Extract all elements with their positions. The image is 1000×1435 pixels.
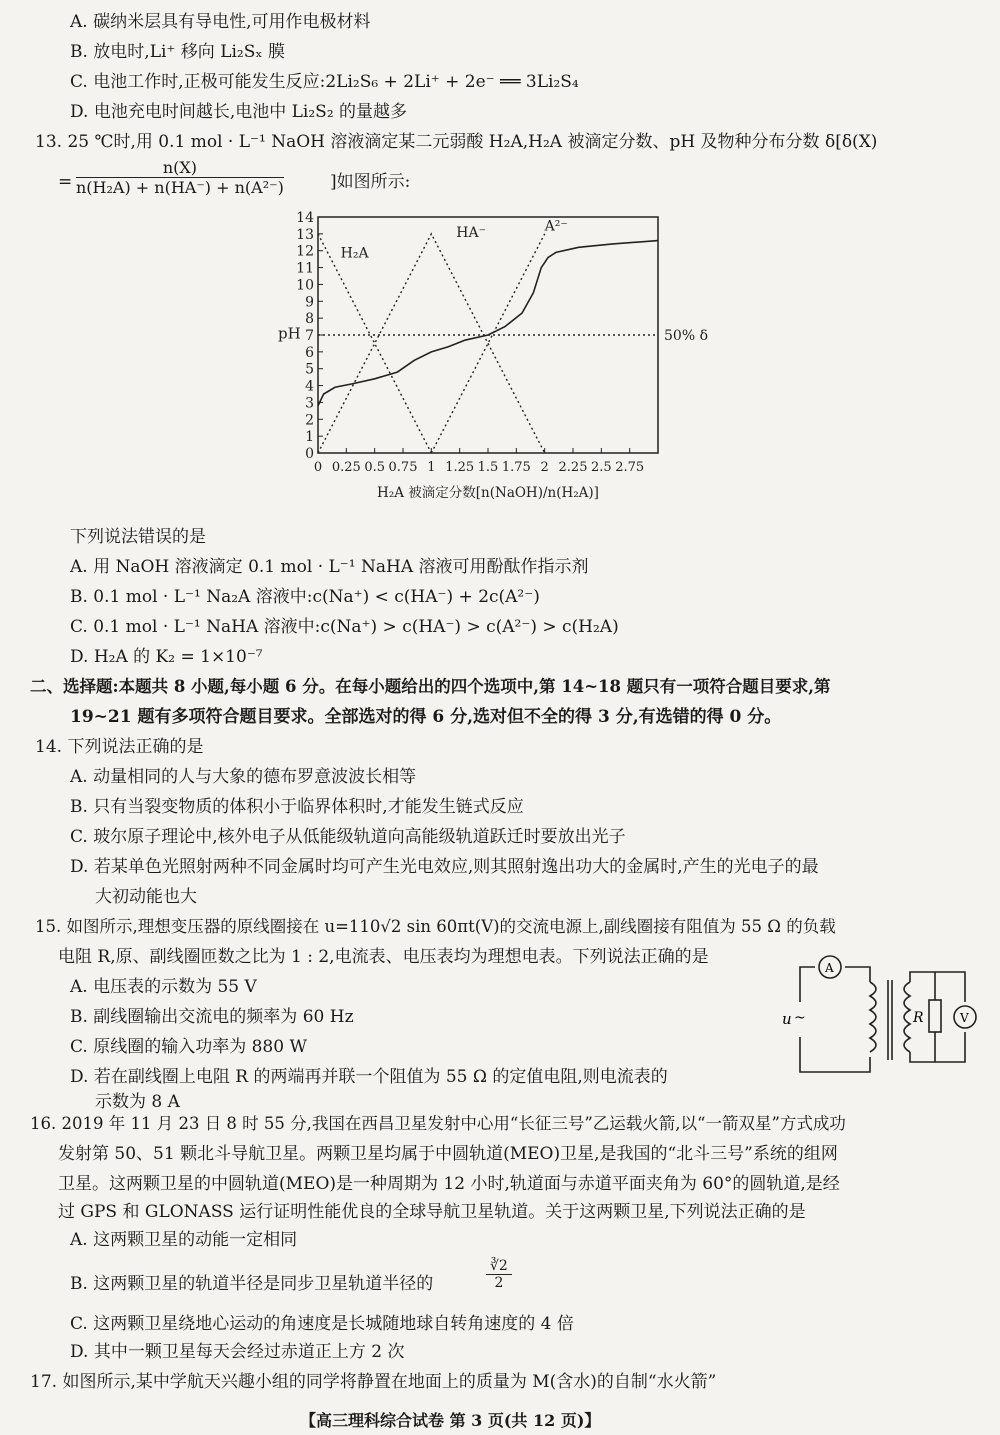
x-tick-label: 0.75 <box>388 460 418 475</box>
x-tick-label: 0.5 <box>364 460 386 475</box>
q13-option-b: B. 0.1 mol · L⁻¹ Na₂A 溶液中:c(Na⁺) < c(HA⁻) + 2c(A²⁻) <box>70 587 540 607</box>
distribution-curve <box>318 234 431 453</box>
q13-stem: 13. 25 ℃时,用 0.1 mol · L⁻¹ NaOH 溶液滴定某二元弱酸 H₂A,H₂A 被滴定分数、pH 及物种分布分数 δ[δ(X) <box>35 132 878 152</box>
secondary-top-wire <box>910 972 965 1002</box>
q15-option-b: B. 副线圈输出交流电的频率为 60 Hz <box>70 1007 354 1027</box>
section2-line1: 二、选择题:本题共 8 小题,每小题 6 分。在每小题给出的四个选项中,第 14~18 题只有一项符合题目要求,第 <box>30 677 831 696</box>
y-tick-label: 2 <box>305 412 314 429</box>
x-axis-label: H₂A 被滴定分数[n(NaOH)/n(H₂A)] <box>377 485 599 501</box>
q13-option-c: C. 0.1 mol · L⁻¹ NaHA 溶液中:c(Na⁺) > c(HA⁻) > c(A²⁻) > c(H₂A) <box>70 617 619 637</box>
series-label: HA⁻ <box>456 225 486 242</box>
q13-frac-suffix: ]如图所示: <box>330 172 411 192</box>
series-label: H₂A <box>340 245 369 262</box>
q16-stem-3: 卫星。这两颗卫星的中圆轨道(MEO)是一种周期为 12 小时,轨道面与赤道平面夹角为 60°的圆轨道,是经 <box>58 1174 840 1194</box>
q13-frac-numerator: n(X) <box>76 158 284 178</box>
primary-coil <box>870 982 876 1052</box>
q16-option-b-fraction <box>486 1258 512 1291</box>
q14-option-d-cont: 大初动能也大 <box>95 887 197 907</box>
q16-option-d: D. 其中一颗卫星每天会经过赤道正上方 2 次 <box>70 1342 405 1362</box>
y-tick-label: 4 <box>305 378 314 395</box>
q16-option-a: A. 这两颗卫星的动能一定相同 <box>70 1230 298 1250</box>
q12-option-d: D. 电池充电时间越长,电池中 Li₂S₂ 的量越多 <box>70 102 408 122</box>
q14-option-c: C. 玻尔原子理论中,核外电子从低能级轨道向高能级轨道跃迁时要放出光子 <box>70 827 626 847</box>
q16-stem-4: 过 GPS 和 GLONASS 运行证明性能优良的全球导航卫星轨道。关于这两颗卫星,下列说法正确的是 <box>58 1202 806 1222</box>
x-tick-label: 2 <box>540 460 549 475</box>
x-tick-label: 2.75 <box>615 460 645 475</box>
primary-top-wire-2 <box>845 967 870 982</box>
ac-source-icon: ~ <box>794 1010 806 1026</box>
q13-question: 下列说法错误的是 <box>70 527 206 547</box>
q14-option-b: B. 只有当裂变物质的体积小于临界体积时,才能发生链式反应 <box>70 797 524 817</box>
y-axis-label: pH <box>278 324 301 343</box>
y-tick-label: 6 <box>305 344 314 361</box>
y-tick-label: 1 <box>305 429 314 446</box>
q16-frac-denominator: 2 <box>494 1275 504 1291</box>
q16-option-c: C. 这两颗卫星绕地心运动的角速度是长城随地球自转角速度的 4 倍 <box>70 1314 574 1334</box>
secondary-coil <box>904 982 910 1052</box>
series-label: A²⁻ <box>544 218 568 235</box>
y-tick-label: 12 <box>296 243 314 260</box>
q15-option-d-cont: 示数为 8 A <box>95 1092 180 1112</box>
y-tick-label: 14 <box>296 210 314 226</box>
chart-annotation: 50% δ <box>664 328 708 344</box>
q15-option-a: A. 电压表的示数为 55 V <box>70 977 257 997</box>
q13-frac-denominator: n(H₂A) + n(HA⁻) + n(A²⁻) <box>76 178 284 197</box>
titration-chart <box>270 205 708 525</box>
source-label: u <box>782 1010 792 1028</box>
q12-option-a: A. 碳纳米层具有导电性,可用作电极材料 <box>70 12 371 32</box>
x-tick-label: 1.25 <box>445 460 475 475</box>
y-tick-label: 8 <box>305 311 314 328</box>
y-tick-label: 0 <box>305 446 314 462</box>
q16-option-b: B. 这两颗卫星的轨道半径是同步卫星轨道半径的 <box>70 1274 434 1294</box>
x-tick-label: 0 <box>313 460 323 475</box>
primary-top-wire <box>800 967 815 972</box>
distribution-curve <box>318 234 545 453</box>
q14-option-a: A. 动量相同的人与大象的德布罗意波波长相等 <box>70 767 417 787</box>
q13-option-a: A. 用 NaOH 溶液滴定 0.1 mol · L⁻¹ NaHA 溶液可用酚酞作指示剂 <box>70 557 589 577</box>
titration-chart-svg <box>270 205 708 525</box>
resistor-label: R <box>913 1010 924 1026</box>
x-tick-label: 2.5 <box>590 460 612 475</box>
section2-line2: 19~21 题有多项符合题目要求。全部选对的得 6 分,选对但不全的得 3 分,有选错的得 0 分。 <box>70 707 782 727</box>
transformer-circuit-diagram <box>780 962 980 1077</box>
q13-frac-prefix: = <box>58 172 73 192</box>
q14-option-d: D. 若某单色光照射两种不同金属时均可产生光电效应,则其照射逸出功大的金属时,产生的光电子的最 <box>70 857 819 877</box>
q12-option-c: C. 电池工作时,正极可能发生反应:2Li₂S₆ + 2Li⁺ + 2e⁻ ══ 3Li₂S₄ <box>70 72 579 92</box>
x-tick-label: 1 <box>427 460 436 475</box>
ammeter-label: A <box>825 961 834 975</box>
q16-frac-numerator: ∛2 <box>486 1258 512 1275</box>
y-tick-label: 9 <box>305 294 314 311</box>
q15-option-c: C. 原线圈的输入功率为 880 W <box>70 1037 307 1057</box>
y-tick-label: 7 <box>305 328 314 344</box>
circuit-svg <box>780 962 980 1077</box>
y-tick-label: 3 <box>305 395 314 412</box>
y-tick-label: 10 <box>296 277 314 294</box>
page-footer: 【高三理科综合试卷 第 3 页(共 12 页)】 <box>300 1411 601 1430</box>
q15-option-d: D. 若在副线圈上电阻 R 的两端再并联一个阻值为 55 Ω 的定值电阻,则电流表的 <box>70 1067 668 1087</box>
y-tick-label: 5 <box>305 361 314 378</box>
y-tick-label: 11 <box>296 260 314 277</box>
q13-fraction <box>76 158 284 197</box>
q12-option-b: B. 放电时,Li⁺ 移向 Li₂Sₓ 膜 <box>70 42 286 62</box>
voltmeter-label: V <box>960 1011 969 1025</box>
x-tick-label: 1.5 <box>477 460 499 475</box>
q16-stem-2: 发射第 50、51 颗北斗导航卫星。两颗卫星均属于中圆轨道(MEO)卫星,是我国的“北斗三号”系统的组网 <box>58 1144 838 1164</box>
q13-option-d: D. H₂A 的 K₂ = 1×10⁻⁷ <box>70 647 263 667</box>
q17-stem: 17. 如图所示,某中学航天兴趣小组的同学将静置在地面上的质量为 M(含水)的自制“水火箭” <box>30 1372 717 1392</box>
ph-curve <box>318 241 658 406</box>
secondary-bottom-wire <box>910 1032 965 1062</box>
primary-bottom-wire <box>800 1037 870 1072</box>
x-tick-label: 1.75 <box>501 460 531 475</box>
x-tick-label: 0.25 <box>331 460 361 475</box>
q15-stem-2: 电阻 R,原、副线圈匝数之比为 1 : 2,电流表、电压表均为理想电表。下列说法正确的是 <box>58 947 709 967</box>
resistor-box <box>929 1000 941 1032</box>
q14-stem: 14. 下列说法正确的是 <box>35 737 204 757</box>
q15-stem-1: 15. 如图所示,理想变压器的原线圈接在 u=110√2 sin 60πt(V)的交流电源上,副线圈接有阻值为 55 Ω 的负载 <box>35 917 836 936</box>
y-tick-label: 13 <box>296 226 314 243</box>
x-tick-label: 2.25 <box>558 460 588 475</box>
q16-stem-1: 16. 2019 年 11 月 23 日 8 时 55 分,我国在西昌卫星发射中心用“长征三号”乙运载火箭,以“一箭双星”方式成功 <box>30 1114 846 1133</box>
